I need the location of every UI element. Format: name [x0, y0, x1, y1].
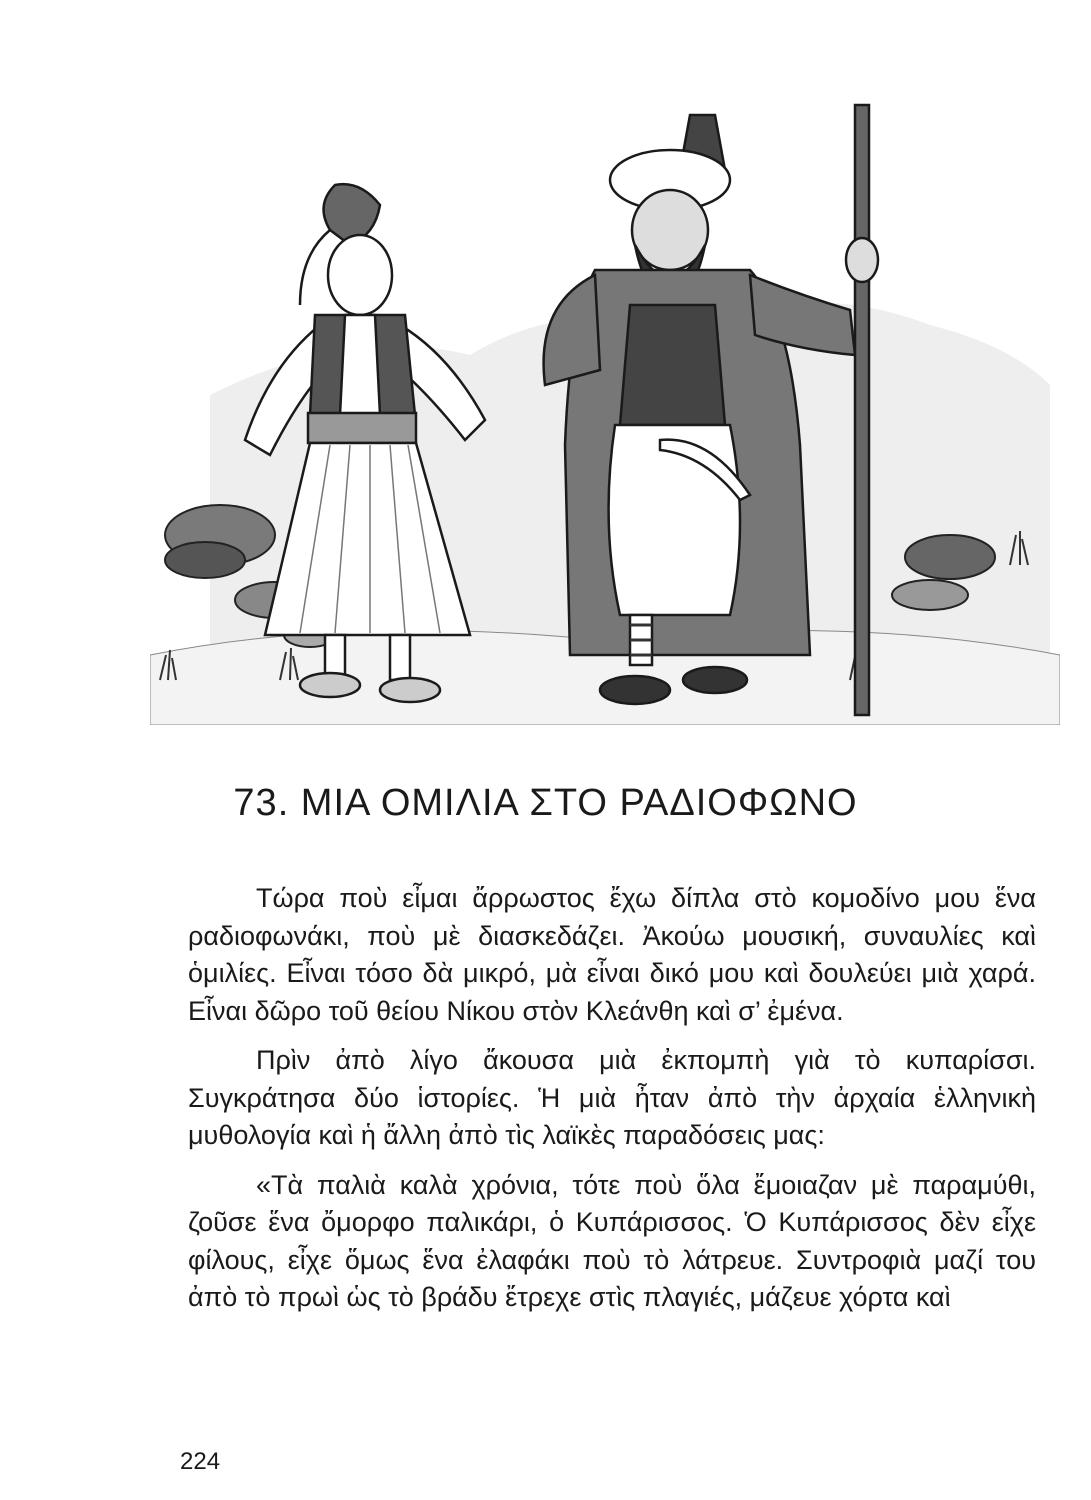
- paragraph: «Τὰ παλιὰ καλὰ χρόνια, τότε ποὺ ὅλα ἔμοιαζαν μὲ παραμύθι, ζοῦσε ἕνα ὄμορφο παλικάρι, ὁ Κυπάρισσος. Ὁ Κυπάρισσος δὲν εἶχε φίλους, εἶχε ὅμως ἕνα ἐλαφάκι ποὺ τὸ λάτρευε. Συντροφιὰ μαζί του ἀπὸ τὸ πρωὶ ὡς τὸ βράδυ ἔτρεχε στὶς πλαγιές, μάζευε χόρτα καὶ: [188, 1169, 1036, 1312]
- body-text: [188, 880, 1036, 1329]
- page-title: 73. ΜΙΑ ΟΜΙΛΙΑ ΣΤΟ ΡΑΔΙΟΦΩΝΟ: [233, 782, 858, 824]
- paragraph: Τώρα ποὺ εἶμαι ἄρρωστος ἔχω δίπλα στὸ κομοδίνο μου ἕνα ραδιοφωνάκι, ποὺ μὲ διασκεδάζει. Ἀκούω μουσική, συναυλίες καὶ ὁμιλίες. Εἶναι τόσο δὰ μικρό, μὰ εἶναι δικό μου καὶ δουλεύει μιὰ χαρά. Εἶναι δῶρο τοῦ θείου Νίκου στὸν Κλεάνθη καὶ σ’ ἐμένα.: [188, 883, 1036, 1026]
- page-number: 224: [180, 1448, 221, 1475]
- illustration-two-figures: [150, 95, 1060, 725]
- paragraph: Πρὶν ἀπὸ λίγο ἄκουσα μιὰ ἐκπομπὴ γιὰ τὸ κυπαρίσσι. Συγκράτησα δύο ἱστορίες. Ἡ μιὰ ἦταν ἀπὸ τὴν ἀρχαία ἑλληνικὴ μυθολογία καὶ ἡ ἄλλη ἀπὸ τὶς λαϊκὲς παραδόσεις μας:: [188, 1045, 1036, 1150]
